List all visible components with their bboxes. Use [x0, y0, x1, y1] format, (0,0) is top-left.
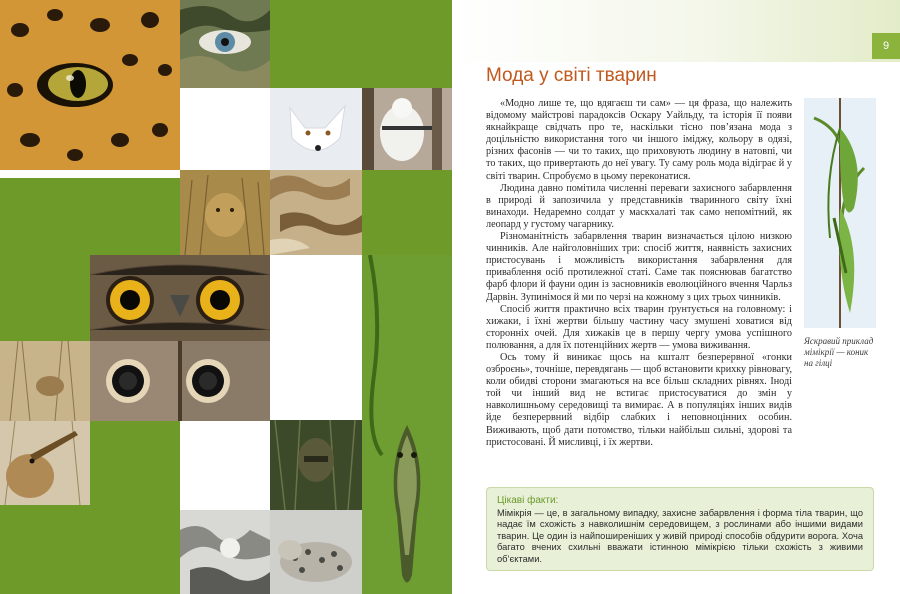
facts-text: Мімікрія — це, в загальному випадку, захисне забарвлення і форма тіла тварин, що надає їм схожість з навколишнім середовищем, з рослинами або іншими видами тварин. Це один із найпоширеніших у живій природі способів обдурити ворога. Хоча багато вчених схильні вважати істинною мімікрією тільки схожість з живими об’єктами. — [497, 508, 863, 564]
facts-title: Цікаві факти: — [497, 495, 559, 506]
article-body — [486, 98, 792, 449]
page-title: Мода у світі тварин — [486, 65, 657, 86]
photo-snow-camouflage-soldier — [180, 510, 270, 594]
page-number: 9 — [872, 33, 900, 59]
photo-moth-eyespots — [90, 341, 270, 421]
photo-grasshopper-on-branch — [804, 98, 876, 328]
photo-caption: Яскравий приклад мімікрії — коник на гілці — [804, 336, 874, 368]
paragraph: Людина давно помітила численні переваги захисного забарвлення в природі й запозичила у представників тваринного світу їхні винаходи. Недаремно солдат у маскхалаті так само непомітний, як леопард у густому чагарнику. — [486, 182, 792, 230]
photo-camouflage-pattern — [270, 170, 362, 255]
text-page — [452, 0, 900, 594]
paragraph: Спосіб життя практично всіх тварин ґрунтується на головному: і хижаки, і їхні жертви більшу частину часу змушені ховатися від сторонніх очей. Для хижаків це в першу чергу умова успішного полювання, а для їх потенційних жертв — умова виживання. — [486, 303, 792, 351]
paragraph: Ось тому й виникає щось на кшталт безперервної «гонки озброєнь», точніше, перевдягань — щоб встановити крихку рівновагу, коли обидві сторони змагаються на все більш складних рівнях. Іноді той чи інший вид не встигає пристосуватися до змін у навколишньому середовищі та вимирає. А в популяціях інших видів йде безперервний відбір слабких і неповноцінних особин. Виживають, щоб дати потомство, тільки найбільш сильні, здорові та пристосовані. Й мисливці, і їх жертви. — [486, 351, 792, 448]
photo-arctic-fox — [270, 88, 362, 170]
photo-leopard-eye — [0, 0, 180, 170]
photo-crocodile-in-duckweed — [362, 255, 452, 594]
paragraph: Різноманітність забарвлення тварин визначається цілою низкою чинників. Але найголовніших три: спосіб життя, наявність захисних пристосувань і можливість використання забарвлення для приваблення осіб протилежної статі. Саме так пояснював багатство фарб флори й фауни один із засновників еволюційного вчення Чарльз Дарвін. Зупинімося й ми по черзі на кожному з цих трьох чинників. — [486, 231, 792, 303]
photo-bittern-bird — [0, 421, 90, 505]
header-band — [452, 0, 900, 62]
photo-bird-in-grass — [0, 341, 90, 421]
facts-box — [486, 487, 874, 571]
photo-lion-in-grass — [180, 170, 270, 255]
photo-human-eye-camouflage — [180, 0, 270, 88]
photo-owl-eyes — [90, 255, 270, 341]
photo-hunter-in-snow — [362, 88, 452, 170]
paragraph: «Модно лише те, що вдягаєш ти сам» — ця фраза, що належить відомому майстрові парадоксів Оскару Уайльду, та історія її появи якнайкраще свідчать про те, наскільки тісно пов’язана мода з доцільністю використання того чи іншого іміджу, кольору в одязі, різних фасонів — чи то таких, що приховують людину в натовпі, чи то таких, що привертають до неї увагу. Ту саму роль мода відіграє й у світі тварин. Спробуємо в цьому переконатися. — [486, 98, 792, 182]
photo-soldier-ghillie — [270, 420, 362, 510]
photo-snow-leopard — [270, 510, 362, 594]
